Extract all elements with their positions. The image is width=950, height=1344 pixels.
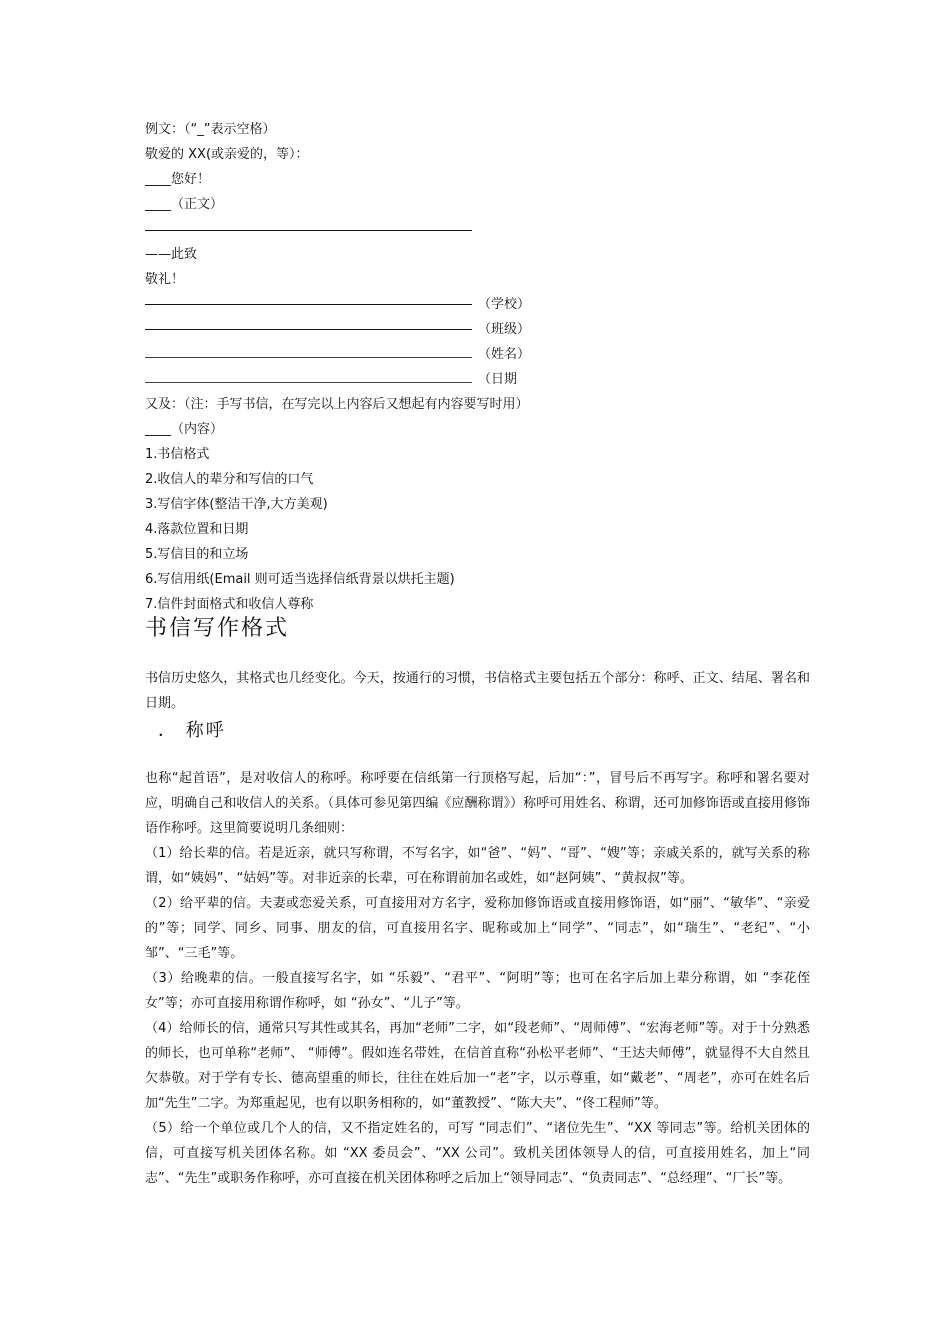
article-intro — [145, 666, 810, 716]
section-body — [145, 766, 810, 1191]
signature-rule-class — [145, 329, 472, 330]
intro-text: 书信历史悠久，其格式也几经变化。今天，按通行的习惯，书信格式主要包括五个部分：称呼、正文、结尾、署名和日期。 — [145, 671, 810, 711]
section-heading: ． 称呼 — [158, 720, 226, 741]
postscript-content: ____（内容） — [145, 422, 224, 437]
paragraph: （2）给平辈的信。夫妻或恋爱关系，可直接用对方名字，爱称加修饰语或直接用修饰语，如“丽”、“敏华”、“亲爱的”等；同学、同乡、同事、朋友的信，可直接用名字、昵称或加上“同学”、“同志”，如“瑞生”、“老纪”、“小邹”、“三毛”等。 — [145, 896, 810, 961]
example-heading: 例文：（“_”表示空格） — [145, 122, 276, 137]
list-item: 6.写信用纸(Email 则可适当选择信纸背景以烘托主题) — [145, 572, 455, 587]
body-rule — [145, 230, 472, 231]
example-closing-2: 敬礼！ — [145, 272, 185, 287]
list-item: 3.写信字体(整洁干净,大方美观) — [145, 497, 328, 512]
list-item: 1.书信格式 — [145, 447, 210, 462]
label-name: （姓名） — [478, 347, 531, 362]
postscript-note: 又及：（注：手写书信，在写完以上内容后又想起有内容要写时用） — [145, 397, 529, 412]
list-item: 7.信件封面格式和收信人尊称 — [145, 597, 314, 612]
list-item: 4.落款位置和日期 — [145, 522, 249, 537]
example-greeting: ____您好！ — [145, 172, 211, 187]
paragraph: 也称“起首语”，是对收信人的称呼。称呼要在信纸第一行顶格写起，后加“：”，冒号后不再写字。称呼和署名要对应，明确自己和收信人的关系。（具体可参见第四编《应酬称谓》）称呼可用姓名、称谓，还可加修饰语或直接用修饰语作称呼。这里简要说明几条细则： — [145, 771, 810, 836]
paragraph: （1）给长辈的信。若是近亲，就只写称谓，不写名字，如“爸”、“妈”、“哥”、“嫂”等；亲戚关系的，就写关系的称谓，如“姨妈”、“姑妈”等。对非近亲的长辈，可在称谓前加名或姓，如“赵阿姨”、“黄叔叔”等。 — [145, 846, 810, 886]
label-date: （日期 — [478, 372, 518, 387]
example-body: ____（正文） — [145, 197, 224, 212]
signature-rule-name — [145, 357, 472, 358]
list-item: 5.写信目的和立场 — [145, 547, 249, 562]
example-salutation: 敬爱的 XX(或亲爱的，等）： — [145, 147, 309, 162]
label-class: （班级） — [478, 322, 531, 337]
signature-rule-school — [145, 304, 472, 305]
paragraph: （5）给一个单位或几个人的信，又不指定姓名的，可写 “同志们”、“诸位先生”、“XX 等同志”等。给机关团体的信，可直接写机关团体名称。如 “XX 委员会”、“XX 公司”。致机关团体领导人的信，可直接用姓名，加上“同志”、“先生”或职务作称呼，亦可直接在机关团体称呼之后加上“领导同志”、“负责同志”、“总经理”、“厂长”等。 — [145, 1121, 810, 1186]
article-title: 书信写作格式 — [145, 616, 290, 641]
paragraph: （4）给师长的信，通常只写其性或其名，再加“老师”二字，如“段老师”、“周师傅”、“宏海老师”等。对于十分熟悉的师长，也可单称“老师”、 “师傅”。假如连名带姓，在信首直称“孙松平老师”、“王达夫师傅”，就显得不大自然且欠恭敬。对于学有专长、德高望重的师长，往往在姓后加一“老”字，以示尊重，如“戴老”、“周老”，亦可在姓名后加“先生”二字。为郑重起见，也有以职务相称的，如“董教授”、“陈大夫”、“佟工程师”等。 — [145, 1021, 810, 1111]
paragraph: （3）给晚辈的信。一般直接写名字，如 “乐毅”、“君平”、“阿明”等；也可在名字后加上辈分称谓，如 “李花侄女”等；亦可直接用称谓作称呼，如 “孙女”、“儿子”等。 — [145, 971, 810, 1011]
example-closing-1: ——此致 — [145, 247, 198, 262]
signature-rule-date — [145, 382, 472, 383]
list-item: 2.收信人的辈分和写信的口气 — [145, 472, 314, 487]
label-school: （学校） — [478, 297, 531, 312]
